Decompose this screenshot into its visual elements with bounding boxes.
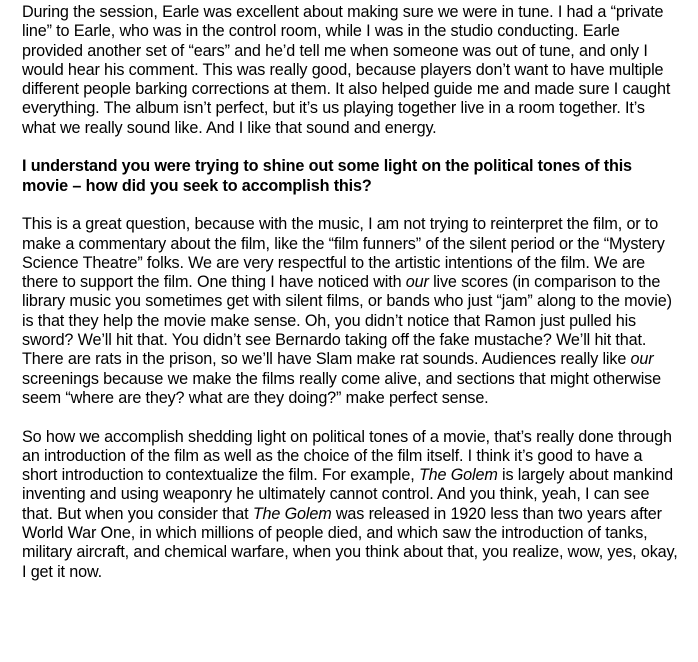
answer-1-emphasis-b: our — [630, 350, 654, 369]
answer-2-title-b: The Golem — [252, 504, 332, 523]
paragraph-answer-1 — [22, 215, 680, 408]
interview-question: I understand you were trying to shine out some light on the political tones of this movie – how did you seek to accomplish this? — [22, 157, 632, 195]
answer-2-text-a: So how we accomplish shedding light on political tones of a movie, that’s really done through an introduction of the film as well as the choice of the film itself. I think it’s good to have a short introduction to contextualize the film. For example, — [22, 427, 672, 485]
answer-2-text-c: was released in 1920 less than two years after World War One, in which millions of people died, and which saw the introduction of tanks, military aircraft, and chemical warfare, when you think about that, you realize, wow, yes, okay, I get it now. — [22, 504, 678, 581]
answer-1-text-a: This is a great question, because with the music, I am not trying to reinterpret the film, or to make a commentary about the film, like the “film funners” of the silent period or the “Mystery Science Theatre” folks. We are very respectful to the artistic intentions of the film. We are there to support the film. One thing I have noticed with — [22, 215, 665, 292]
answer-1-emphasis-a: our — [405, 273, 429, 292]
answer-1-text-b: live scores (in comparison to the library music you sometimes get with silent films, or bands who just “jam” along to the movie) is that they help the movie make sense. Oh, you didn’t notice that Ramon just pulled his sword? We’ll hit that. You didn’t see Bernardo taking off the fake mustache? We’ll hit that. There are rats in the prison, so we’ll have Slam make rat sounds. Audiences really like — [22, 273, 672, 369]
answer-2-text-b: is largely about mankind inventing and using weaponry he ultimately cannot control. And you think, yeah, I can see that. But when you consider that — [22, 466, 673, 523]
answer-1-text-c: screenings because we make the films really come alive, and sections that might otherwise seem “where are they? what are they doing?” make perfect sense. — [22, 369, 661, 407]
paragraph-answer-2 — [22, 428, 680, 582]
paragraph-session: During the session, Earle was excellent about making sure we were in tune. I had a “private line” to Earle, who was in the control room, while I was in the studio conducting. Earle provided another set of “ears” and he’d tell me when someone was out of tune, and only I would hear his comment. This was really good, because players don’t want to have multiple different people barking corrections at them. It also helped guide me and made sure I caught everything. The album isn’t perfect, but it’s us playing together live in a room together. It’s what we really sound like. And I like that sound and energy. — [22, 3, 671, 137]
answer-2-title-a: The Golem — [418, 466, 498, 485]
